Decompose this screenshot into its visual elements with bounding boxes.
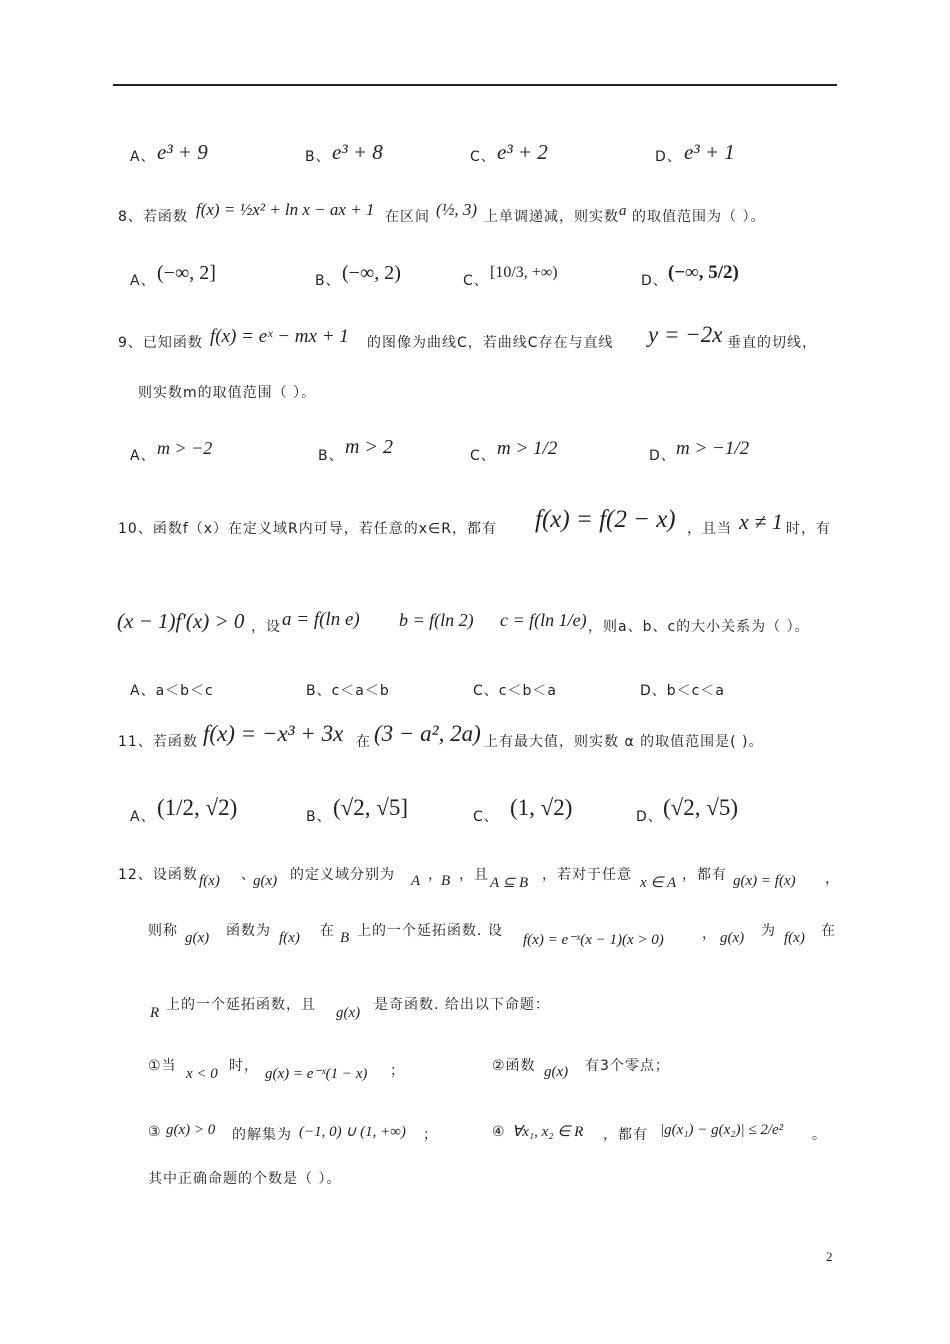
q12-p1b: x < 0	[186, 1066, 218, 1082]
page-number: 2	[826, 1249, 833, 1264]
q8-option-d-math: (−∞, 5/2)	[668, 262, 739, 283]
q9-option-c-math: m > 1/2	[497, 438, 558, 459]
q7-option-b-label: B、	[305, 149, 331, 165]
q12-p4e: 。	[812, 1127, 827, 1143]
q12-p3b: g(x) > 0	[166, 1122, 216, 1138]
q10-line2-math: (x − 1)f′(x) > 0	[117, 609, 245, 633]
q9-mid: 的图像为曲线C，若曲线C存在与直线	[367, 335, 614, 351]
q11-option-a-math: (1/2, √2)	[157, 795, 238, 820]
q10-end: 时，有	[786, 521, 831, 537]
q12-l2e: 在	[320, 923, 335, 939]
q12-l1j: A ⊆ B	[490, 875, 529, 891]
q8-function: f(x) = ½x² + ln x − ax + 1	[196, 200, 375, 219]
q12-l2h: f(x) = e⁻ˣ(x − 1)(x > 0)	[523, 932, 664, 948]
q12-l1e: 的定义域分别为	[290, 867, 395, 883]
q10-option-d: D、b＜c＜a	[640, 683, 725, 699]
q9-option-b-label: B、	[318, 448, 344, 464]
q12-l1h: B	[441, 873, 451, 889]
q12-l1m: ，都有	[682, 867, 727, 883]
q8-variable: a	[619, 203, 627, 219]
q9-line: y = −2x	[648, 322, 723, 347]
q12-last: 其中正确命题的个数是（ ）。	[148, 1171, 342, 1187]
q9-prefix: 9、已知函数	[118, 335, 203, 351]
q11-option-d-math: (√2, √5)	[663, 795, 739, 820]
q12-l2d: f(x)	[279, 930, 300, 946]
q9-option-a-math: m > −2	[157, 438, 213, 458]
q12-l1b: f(x)	[199, 873, 220, 889]
q12-p2b: g(x)	[544, 1064, 569, 1080]
q12-l3b: 上的一个延拓函数，且	[166, 997, 316, 1013]
q8-interval: (½, 3)	[436, 200, 478, 219]
q7-option-a-label: A、	[130, 149, 156, 165]
q9-function: f(x) = eˣ − mx + 1	[210, 326, 349, 347]
q10-equation: f(x) = f(2 − x)	[535, 506, 676, 533]
q12-l1o: ，	[825, 871, 840, 887]
q12-l1l: x ∈ A	[640, 875, 677, 891]
q12-l2g: 上的一个延拓函数. 设	[357, 923, 503, 939]
q11-option-d-label: D、	[636, 809, 663, 825]
q10-set: ，设	[251, 619, 281, 635]
q12-p3e: ；	[423, 1127, 438, 1143]
q10-mid: ，且当	[687, 521, 732, 537]
q12-p1d: g(x) = e⁻ˣ(1 − x)	[265, 1066, 368, 1082]
q8-option-b-math: (−∞, 2)	[342, 262, 401, 284]
q9-option-d-math: m > −1/2	[676, 438, 750, 459]
q11-option-b-math: (√2, √5]	[333, 795, 409, 820]
q12-l2l: f(x)	[784, 930, 805, 946]
q9-end: 垂直的切线，	[727, 335, 817, 351]
q8-option-c-label: C、	[463, 273, 489, 289]
q12-p2c: 有3个零点；	[585, 1058, 670, 1074]
q12-p3c: 的解集为	[232, 1127, 292, 1143]
q12-p4d: |g(x₁) − g(x₂)| ≤ 2/e²	[660, 1122, 784, 1138]
header-rule	[113, 84, 837, 86]
q8-option-a-label: A、	[130, 273, 156, 289]
q8-option-a-math: (−∞, 2]	[157, 262, 216, 284]
q9-option-d-label: D、	[649, 448, 676, 464]
q7-option-a-math: e³ + 9	[157, 140, 208, 164]
q8-mid: 在区间	[385, 209, 430, 225]
q9-option-a-label: A、	[130, 448, 156, 464]
q7-option-b-math: e³ + 8	[332, 140, 383, 164]
q12-l2j: g(x)	[720, 930, 745, 946]
q12-l1i: ，且	[459, 867, 489, 883]
q12-p1a: ①当	[148, 1058, 177, 1074]
q12-l2f: B	[340, 930, 350, 946]
q10-condition: x ≠ 1	[739, 509, 783, 534]
q9-line2: 则实数m的取值范围（ ）。	[138, 385, 317, 401]
q11-function: f(x) = −x³ + 3x	[203, 721, 344, 746]
q12-l2b: g(x)	[185, 930, 210, 946]
q12-l1n: g(x) = f(x)	[733, 873, 796, 889]
q12-p1e: ；	[390, 1063, 405, 1079]
q8-prefix: 8、若函数	[118, 209, 188, 225]
q8-suffix: 上单调递减，则实数	[484, 209, 619, 225]
q12-l1k: ，若对于任意	[542, 867, 632, 883]
q8-option-d-label: D、	[641, 273, 668, 289]
q12-l2i: ，	[702, 926, 717, 942]
q10-prefix: 10、函数f（x）在定义域R内可导，若任意的x∈R，都有	[118, 521, 497, 537]
q12-l3a: R	[150, 1005, 160, 1021]
q12-p4c: ，都有	[603, 1127, 648, 1143]
q11-end: 上有最大值，则实数 α 的取值范围是( )。	[484, 734, 764, 750]
q12-p3a: ③	[148, 1124, 162, 1140]
q7-option-c-label: C、	[470, 149, 496, 165]
q11-option-c-label: C、	[473, 809, 499, 825]
q12-l2m: 在	[821, 923, 836, 939]
q12-l2a: 则称	[148, 923, 178, 939]
q8-option-c-math: [10/3, +∞)	[490, 264, 558, 281]
q7-option-d-math: e³ + 1	[684, 140, 735, 164]
q12-l2c: 函数为	[226, 923, 271, 939]
q10-option-c: C、c＜b＜a	[473, 683, 557, 699]
q11-interval: (3 − a², 2a)	[374, 721, 481, 746]
q10-line2-end: ，则a、b、c的大小关系为（ ）。	[588, 619, 810, 635]
q12-l3c: g(x)	[336, 1005, 361, 1021]
q12-l3d: 是奇函数. 给出以下命题：	[374, 997, 550, 1013]
q11-prefix: 11、若函数	[118, 734, 198, 750]
q12-p4b: ∀x₁, x₂ ∈ R	[512, 1124, 584, 1140]
q12-p1c: 时，	[229, 1058, 259, 1074]
q12-l1d: g(x)	[253, 873, 278, 889]
q11-option-c-math: (1, √2)	[510, 795, 573, 820]
q10-a-def: a = f(ln e)	[282, 609, 360, 630]
q9-option-b-math: m > 2	[345, 436, 393, 458]
q8-end: 的取值范围为（ ）。	[632, 209, 766, 225]
q12-l1f: A	[411, 873, 421, 889]
q10-option-b: B、c＜a＜b	[306, 683, 390, 699]
q11-option-a-label: A、	[130, 809, 156, 825]
q7-option-c-math: e³ + 2	[497, 140, 548, 164]
q10-option-a: A、a＜b＜c	[130, 683, 214, 699]
q12-p4a: ④	[492, 1124, 506, 1140]
q12-l1g: ，	[428, 867, 443, 883]
q10-c-def: c = f(ln 1/e)	[500, 610, 587, 630]
q8-option-b-label: B、	[315, 273, 341, 289]
q12-p2a: ②函数	[492, 1058, 536, 1074]
q11-option-b-label: B、	[306, 809, 332, 825]
q12-l2k: 为	[761, 923, 776, 939]
q12-p3d: (−1, 0) ∪ (1, +∞)	[299, 1124, 406, 1140]
q9-option-c-label: C、	[470, 448, 496, 464]
q12-l1a: 12、设函数	[118, 867, 198, 883]
q12-l1c: 、	[241, 867, 256, 883]
q11-mid: 在	[356, 734, 371, 750]
q10-b-def: b = f(ln 2)	[399, 610, 474, 630]
q7-option-d-label: D、	[655, 149, 682, 165]
